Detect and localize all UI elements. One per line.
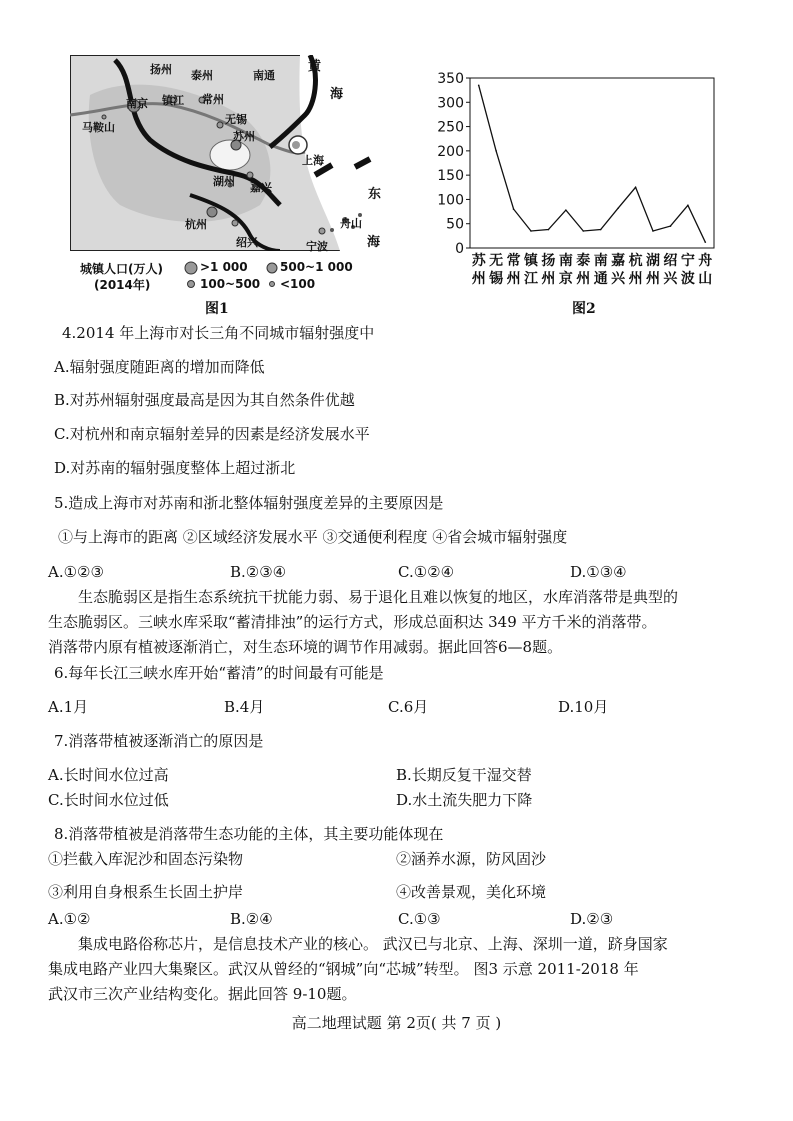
- q5-stem: 5.造成上海市对苏南和浙北整体辐射强度差异的主要原因是: [54, 494, 444, 512]
- q7-option-b: B.长期反复干湿交替: [396, 766, 532, 784]
- map-label-yangzhou: 扬州: [150, 63, 172, 76]
- data-point: [704, 241, 706, 243]
- x-tick-label-bottom: 州: [576, 271, 591, 287]
- x-tick-label-bottom: 兴: [611, 271, 626, 287]
- legend-title-2: (2014年): [94, 278, 151, 292]
- x-tick-label-bottom: 兴: [663, 271, 678, 287]
- data-point: [582, 230, 584, 232]
- map-label-nantong: 南通: [253, 69, 275, 82]
- q4-option-a: A.辐射强度随距离的增加而降低: [54, 358, 265, 376]
- q6-option-b: B.4月: [224, 698, 265, 716]
- q8-item-3: ③利用自身根系生长固土护岸: [48, 883, 244, 901]
- map-label-suzhou: 苏州: [233, 130, 255, 143]
- q5-option-a: A.①②③: [48, 563, 104, 581]
- figure-1-caption: 图1: [205, 301, 229, 317]
- map-label-zhenjiang: 镇江: [162, 94, 184, 107]
- legend-item-4: <100: [280, 277, 316, 291]
- q4-option-d: D.对苏南的辐射强度整体上超过浙北: [54, 459, 296, 477]
- x-tick-label-top: 常: [506, 253, 521, 269]
- q8-item-1: ①拦截入库泥沙和固态污染物: [48, 850, 244, 868]
- x-tick-label-bottom: 州: [628, 271, 643, 287]
- legend-item-3: 100~500: [200, 277, 261, 291]
- data-point: [530, 230, 532, 232]
- legend-symbol-medium: [266, 262, 278, 274]
- x-tick-label-top: 镇: [524, 253, 538, 269]
- q8-stem: 8.消落带植被是消落带生态功能的主体，其主要功能体现在: [54, 825, 444, 843]
- legend-symbol-tiny: [268, 280, 276, 288]
- q8-option-b: B.②④: [230, 910, 273, 928]
- q5-option-c: C.①②④: [398, 563, 455, 581]
- x-tick-label-top: 嘉: [611, 253, 626, 269]
- data-point: [565, 209, 567, 211]
- y-tick-label: 250: [437, 119, 464, 136]
- map-label-zhoushan: 舟山: [340, 217, 362, 230]
- map-label-wuxi: 无锡: [225, 113, 247, 126]
- q5-option-d: D.①③④: [570, 563, 627, 581]
- passage-1-line-2: 生态脆弱区。三峡水库采取“蓄清排浊”的运行方式，形成总面积达 349 平方千米的消落带。: [48, 613, 657, 631]
- map-label-sea-hai1: 海: [330, 87, 344, 102]
- figure-2-chart: [430, 70, 720, 290]
- data-point: [478, 84, 480, 86]
- x-tick-label-top: 扬: [541, 253, 556, 269]
- map-label-ningbo: 宁波: [306, 240, 328, 253]
- page-footer: 高二地理试题 第 2页( 共 7 页 ): [291, 1014, 502, 1032]
- q8-option-c: C.①③: [398, 910, 441, 928]
- passage-1: [48, 585, 748, 660]
- x-tick-label-top: 绍: [663, 253, 678, 269]
- q4-option-c: C.对杭州和南京辐射差异的因素是经济发展水平: [54, 425, 370, 443]
- x-tick-label-top: 宁: [680, 253, 695, 269]
- q7-option-d: D.水土流失肥力下降: [396, 791, 533, 809]
- q8-item-4: ④改善景观，美化环境: [396, 883, 547, 901]
- x-tick-label-bottom: 州: [541, 271, 556, 287]
- q6-option-d: D.10月: [558, 698, 609, 716]
- q8-option-a: A.①②: [48, 910, 91, 928]
- map-label-huzhou: 湖州: [213, 175, 235, 188]
- data-point: [617, 207, 619, 209]
- x-tick-label-bottom: 山: [698, 271, 713, 287]
- data-point: [600, 229, 602, 231]
- x-tick-label-bottom: 州: [646, 271, 660, 287]
- map-label-jiaxing: 嘉兴: [250, 181, 272, 194]
- legend-item-2: 500~1 000: [280, 260, 353, 274]
- x-tick-label-top: 杭: [628, 253, 643, 269]
- map-label-sea-huang: 黄: [308, 59, 322, 74]
- y-tick-label: 200: [437, 143, 464, 160]
- map-label-hangzhou: 杭州: [185, 218, 207, 231]
- y-tick-label: 350: [437, 71, 464, 87]
- x-tick-label-bottom: 州: [506, 271, 521, 287]
- q7-option-c: C.长时间水位过低: [48, 791, 169, 809]
- q4-stem: 4.2014 年上海市对长三角不同城市辐射强度中: [62, 324, 375, 342]
- x-tick-label-top: 舟: [698, 253, 713, 269]
- y-tick-label: 150: [437, 168, 464, 185]
- x-tick-label-top: 南: [558, 253, 573, 269]
- chart-frame: [470, 78, 714, 248]
- x-tick-label-bottom: 江: [524, 271, 538, 287]
- data-point: [548, 229, 550, 231]
- x-tick-label-top: 泰: [576, 253, 591, 269]
- passage-1-line-3: 消落带内原有植被逐渐消亡，对生态环境的调节作用减弱。据此回答6—8题。: [48, 638, 563, 656]
- chart-svg: [430, 70, 720, 290]
- map-label-sea-hai2: 海: [367, 235, 381, 250]
- data-point: [635, 186, 637, 188]
- passage-2-line-1: 集成电路俗称芯片，是信息技术产业的核心。 武汉已与北京、上海、深圳一道，跻身国家: [78, 935, 668, 953]
- data-point: [495, 150, 497, 152]
- q5-items: ①与上海市的距离 ②区域经济发展水平 ③交通便利程度 ④省会城市辐射强度: [58, 528, 568, 546]
- map-label-maanshan: 马鞍山: [82, 121, 115, 134]
- q6-option-a: A.1月: [48, 698, 89, 716]
- taihu-lake: [210, 140, 250, 170]
- x-tick-label-bottom: 通: [593, 271, 608, 287]
- data-point: [670, 225, 672, 227]
- y-tick-label: 300: [437, 95, 464, 112]
- passage-1-line-1: 生态脆弱区是指生态系统抗干扰能力弱、易于退化且难以恢复的地区，水库消落带是典型的: [78, 588, 679, 606]
- x-tick-label-bottom: 京: [558, 271, 573, 287]
- map-label-nanjing: 南京: [126, 97, 148, 110]
- data-point: [513, 208, 515, 210]
- q8-option-d: D.②③: [570, 910, 614, 928]
- map-label-shaoxing: 绍兴: [236, 236, 258, 249]
- city-dot-hangzhou: [207, 207, 217, 217]
- city-dot-shanghai-inner: [292, 141, 300, 149]
- passage-2-line-3: 武汉市三次产业结构变化。据此回答 9-10题。: [48, 985, 357, 1003]
- map-legend: [80, 260, 390, 294]
- map-label-sea-dong: 东: [368, 187, 382, 202]
- legend-item-1: >1 000: [200, 260, 248, 274]
- passage-2: [48, 932, 748, 1007]
- x-tick-label-top: 苏: [471, 253, 486, 269]
- y-tick-label: 100: [437, 192, 464, 209]
- legend-title-1: 城镇人口(万人): [80, 262, 163, 276]
- legend-symbol-small: [186, 279, 196, 289]
- figure-2-caption: 图2: [572, 301, 596, 317]
- x-tick-label-bottom: 锡: [489, 271, 504, 287]
- map-label-changzhou: 常州: [202, 93, 224, 106]
- map-label-shanghai: 上海: [302, 154, 324, 167]
- q6-option-c: C.6月: [388, 698, 429, 716]
- data-point: [687, 204, 689, 206]
- x-tick-label-top: 湖: [646, 253, 660, 269]
- y-tick-label: 0: [455, 241, 464, 257]
- data-point: [652, 230, 654, 232]
- q6-stem: 6.每年长江三峡水库开始“蓄清”的时间最有可能是: [54, 664, 384, 682]
- x-tick-label-top: 无: [489, 253, 504, 269]
- q5-option-b: B.②③④: [230, 563, 287, 581]
- x-tick-label-bottom: 波: [680, 271, 695, 287]
- passage-2-line-2: 集成电路产业四大集聚区。武汉从曾经的“钢城”向“芯城”转型。 图3 示意 2011-2018 年: [48, 960, 639, 978]
- figure-1-map: [70, 55, 388, 251]
- q7-option-a: A.长时间水位过高: [48, 766, 169, 784]
- legend-symbol-large: [184, 261, 198, 275]
- x-tick-label-bottom: 州: [471, 271, 486, 287]
- y-tick-label: 50: [446, 216, 464, 233]
- map-label-taizhou: 泰州: [191, 69, 213, 82]
- x-tick-label-top: 南: [593, 253, 608, 269]
- q8-item-2: ②涵养水源，防风固沙: [396, 850, 547, 868]
- series-line: [479, 85, 706, 242]
- q7-stem: 7.消落带植被逐渐消亡的原因是: [54, 732, 264, 750]
- q4-option-b: B.对苏州辐射强度最高是因为其自然条件优越: [54, 391, 355, 409]
